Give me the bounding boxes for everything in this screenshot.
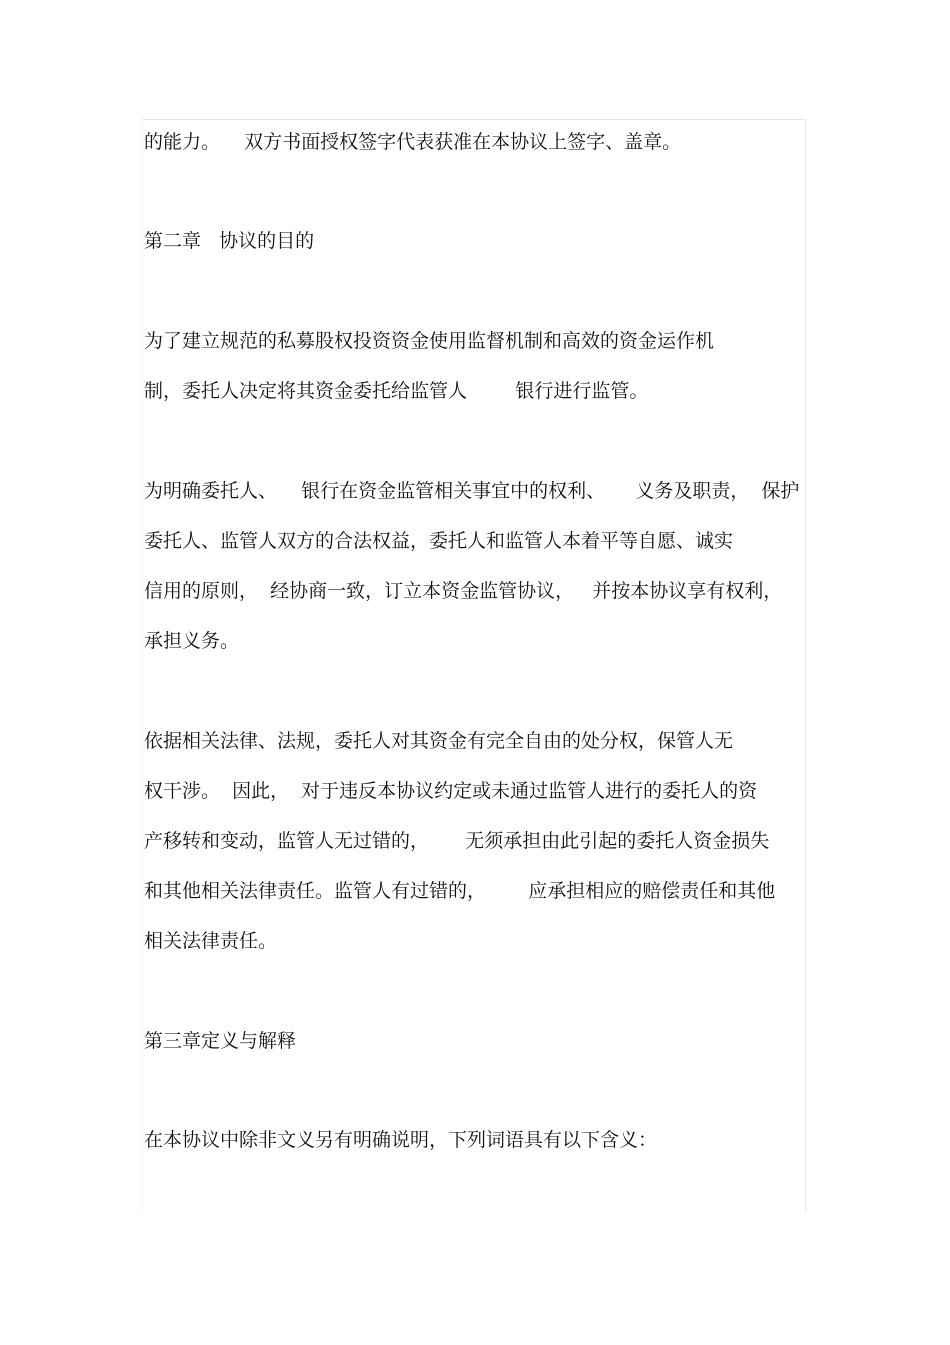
paragraph-rights-line-4: 承担义务。 <box>144 630 240 652</box>
chapter-three-heading: 第三章定义与解释 <box>144 1030 297 1052</box>
paragraph-rights-line-1: 为明确委托人、 银行在资金监管相关事宜中的权利、 义务及职责， 保护 <box>144 480 800 502</box>
paragraph-liability-line-1: 依据相关法律、法规，委托人对其资金有完全自由的处分权，保管人无 <box>144 730 734 752</box>
paragraph-liability-line-3: 产移转和变动，监管人无过错的， 无须承担由此引起的委托人资金损失 <box>144 830 770 852</box>
chapter-two-heading: 第二章 协议的目的 <box>144 230 315 252</box>
paragraph-purpose-line-2: 制，委托人决定将其资金委托给监管人 银行进行监管。 <box>144 380 649 402</box>
paragraph-rights-line-3: 信用的原则， 经协商一致，订立本资金监管协议， 并按本协议享有权利， <box>144 580 783 602</box>
paragraph-liability-line-2: 权干涉。 因此， 对于违反本协议约定或未通过监管人进行的委托人的资 <box>144 780 758 802</box>
paragraph-liability-line-5: 相关法律责任。 <box>144 930 278 952</box>
paragraph-purpose-line-1: 为了建立规范的私募股权投资资金使用监督机制和高效的资金运作机 <box>144 330 715 352</box>
paragraph-rights-line-2: 委托人、监管人双方的合法权益，委托人和监管人本着平等自愿、诚实 <box>144 530 734 552</box>
paragraph-liability-line-4: 和其他相关法律责任。监管人有过错的， 应承担相应的赔偿责任和其他 <box>144 880 776 902</box>
paragraph-line-signing-authority: 的能力。 双方书面授权签字代表获准在本协议上签字、盖章。 <box>144 131 682 153</box>
paragraph-definitions-intro: 在本协议中除非文义另有明确说明，下列词语具有以下含义： <box>144 1129 658 1151</box>
